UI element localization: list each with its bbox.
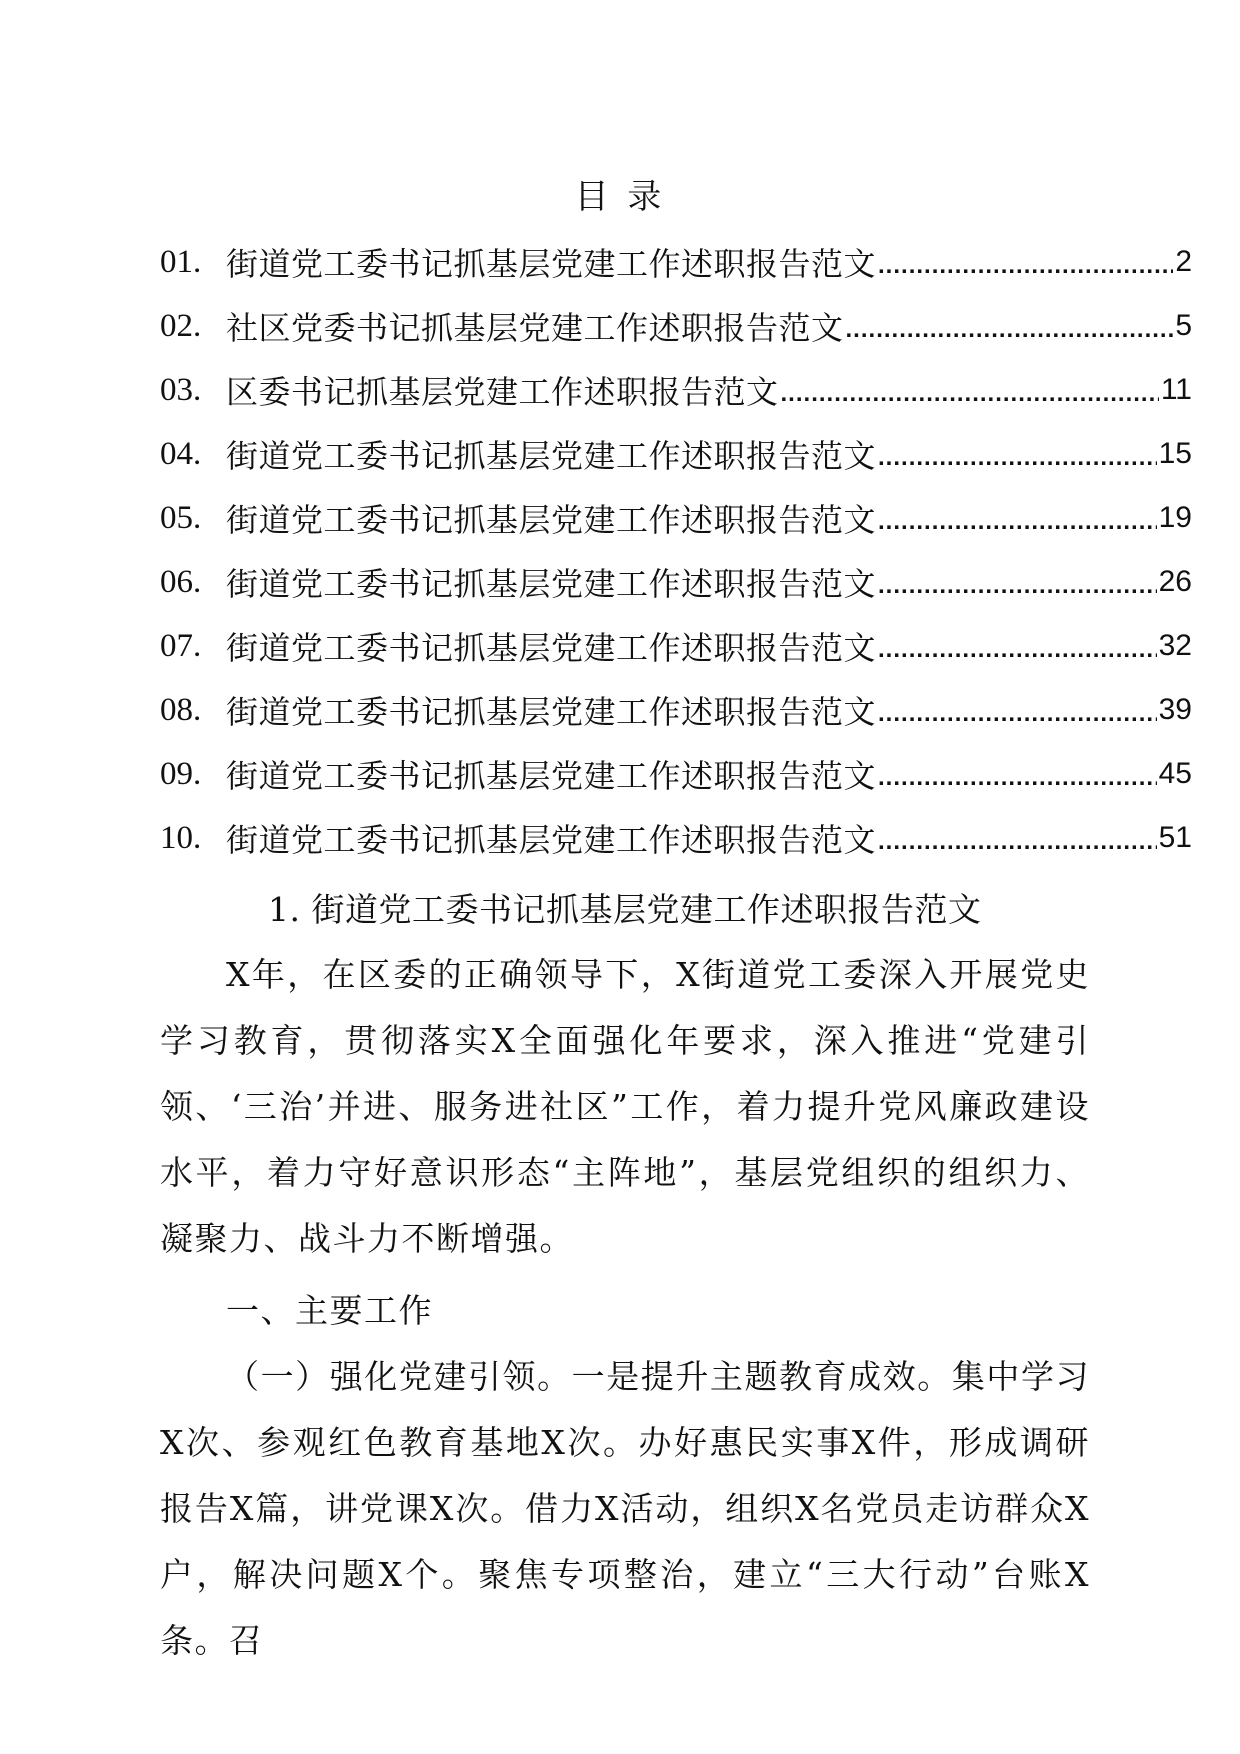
toc-entry[interactable] xyxy=(160,358,1192,422)
toc-entry-title: 街道党工委书记抓基层党建工作述职报告范文 xyxy=(226,693,877,731)
toc-leader-dots xyxy=(878,444,1157,486)
toc-entry[interactable] xyxy=(160,550,1192,614)
toc-entry[interactable] xyxy=(160,294,1192,358)
toc-leader-dots xyxy=(846,316,1174,358)
toc-entry-title: 区委书记抓基层党建工作述职报告范文 xyxy=(226,373,779,411)
toc-entry-number: 10. xyxy=(160,819,202,856)
toc-entry-page: 51 xyxy=(1158,821,1192,854)
toc-leader-dots xyxy=(878,764,1157,806)
toc-entry[interactable] xyxy=(160,806,1192,870)
article-heading: 1. 街道党工委书记抓基层党建工作述职报告范文 xyxy=(268,890,982,929)
toc-leader-dots xyxy=(781,380,1159,422)
toc-entry-title: 街道党工委书记抓基层党建工作述职报告范文 xyxy=(226,501,877,539)
table-of-contents xyxy=(160,230,1192,870)
toc-entry[interactable] xyxy=(160,486,1192,550)
toc-entry-title: 街道党工委书记抓基层党建工作述职报告范文 xyxy=(226,629,877,667)
toc-entry-page: 2 xyxy=(1175,245,1192,278)
toc-entry-page: 45 xyxy=(1158,757,1192,790)
toc-entry-number: 03. xyxy=(160,371,202,408)
toc-entry-title: 街道党工委书记抓基层党建工作述职报告范文 xyxy=(226,437,877,475)
toc-entry[interactable] xyxy=(160,678,1192,742)
toc-entry-number: 07. xyxy=(160,627,202,664)
toc-leader-dots xyxy=(878,828,1157,870)
toc-entry[interactable] xyxy=(160,422,1192,486)
toc-entry-page: 19 xyxy=(1158,501,1192,534)
toc-entry[interactable] xyxy=(160,230,1192,294)
toc-entry-page: 11 xyxy=(1160,373,1192,406)
toc-leader-dots xyxy=(878,572,1157,614)
toc-leader-dots xyxy=(878,252,1173,294)
toc-entry-page: 32 xyxy=(1158,629,1192,662)
toc-entry-title: 街道党工委书记抓基层党建工作述职报告范文 xyxy=(226,245,877,283)
toc-entry-title: 社区党委书记抓基层党建工作述职报告范文 xyxy=(226,309,844,347)
toc-entry-number: 06. xyxy=(160,563,202,600)
toc-leader-dots xyxy=(878,700,1157,742)
toc-title: 目 录 xyxy=(574,177,666,217)
section-heading-main-work: 一、主要工作 xyxy=(226,1291,433,1330)
toc-entry-number: 09. xyxy=(160,755,202,792)
toc-entry[interactable] xyxy=(160,742,1192,806)
toc-entry-number: 05. xyxy=(160,499,202,536)
toc-entry-number: 02. xyxy=(160,307,202,344)
toc-entry-number: 01. xyxy=(160,243,202,280)
toc-entry-title: 街道党工委书记抓基层党建工作述职报告范文 xyxy=(226,757,877,795)
toc-entry-page: 5 xyxy=(1175,309,1192,342)
toc-leader-dots xyxy=(878,636,1157,678)
toc-entry-number: 08. xyxy=(160,691,202,728)
toc-entry[interactable] xyxy=(160,614,1192,678)
toc-entry-page: 39 xyxy=(1158,693,1192,726)
toc-entry-title: 街道党工委书记抓基层党建工作述职报告范文 xyxy=(226,565,877,603)
toc-leader-dots xyxy=(878,508,1157,550)
toc-entry-title: 街道党工委书记抓基层党建工作述职报告范文 xyxy=(226,821,877,859)
toc-entry-page: 15 xyxy=(1158,437,1192,470)
toc-entry-number: 04. xyxy=(160,435,202,472)
body-paragraph: （一）强化党建引领。一是提升主题教育成效。集中学习X次、参观红色教育基地X次。办好惠民实事X件，形成调研报告X篇，讲党课X次。借力X活动，组织X名党员走访群众X户，解决问题X个。聚焦专项整治，建立“三大行动”台账X条。召 xyxy=(160,1357,1090,1660)
intro-paragraph: X年，在区委的正确领导下，X街道党工委深入开展党史学习教育，贯彻落实X全面强化年要求，深入推进“党建引领、‘三治’并进、服务进社区”工作，着力提升党风廉政建设水平，着力守好意识形态“主阵地”，基层党组织的组织力、凝聚力、战斗力不断增强。 xyxy=(160,955,1090,1258)
toc-entry-page: 26 xyxy=(1158,565,1192,598)
article-body xyxy=(160,878,1090,1674)
